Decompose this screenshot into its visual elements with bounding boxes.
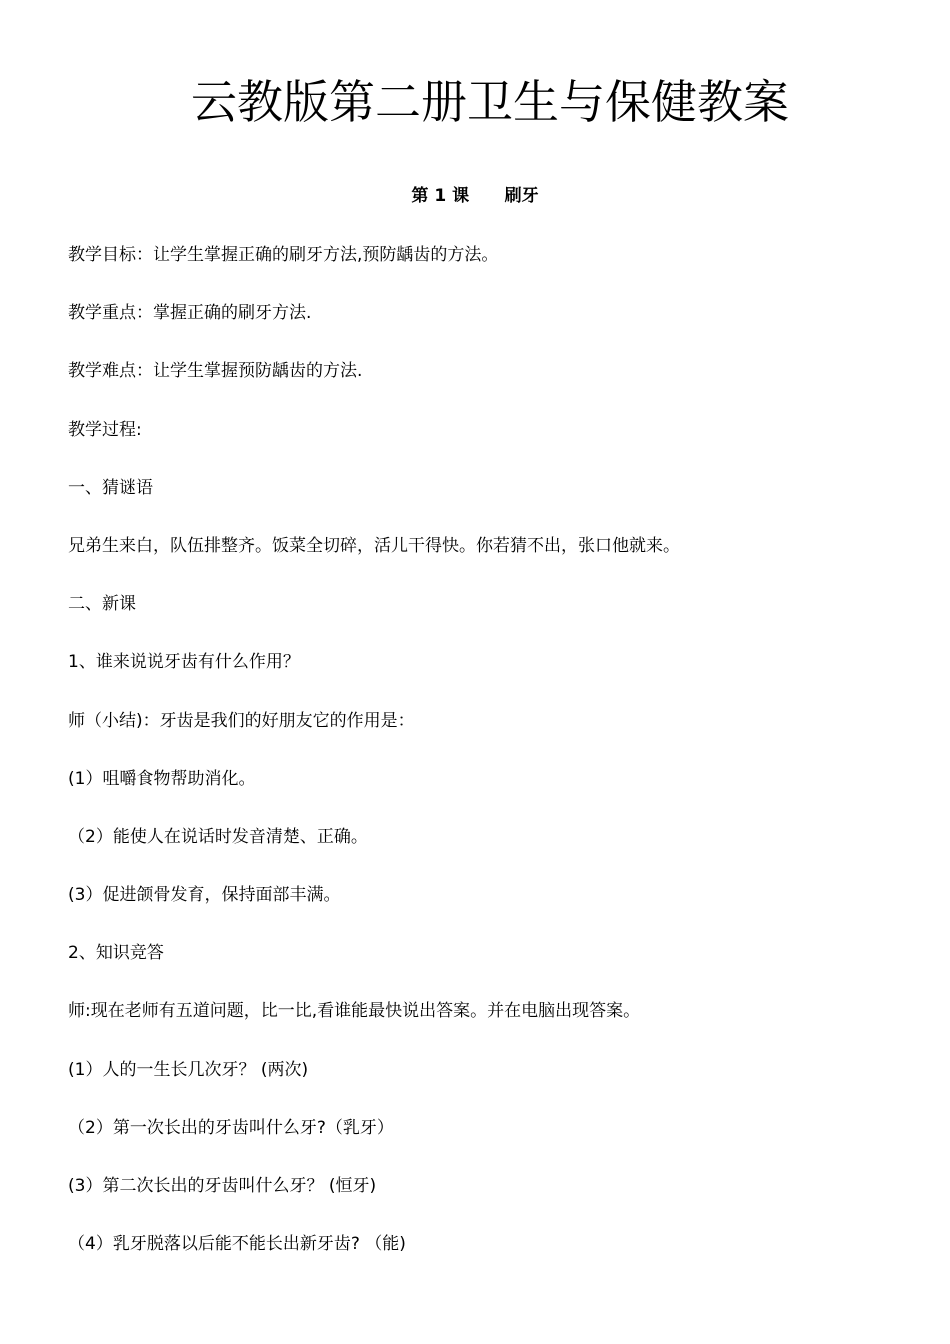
teaching-goal: 教学目标：让学生掌握正确的刷牙方法,预防龋齿的方法。	[68, 245, 499, 265]
quiz-question: (1）人的一生长几次牙？ (两次)	[68, 1059, 309, 1080]
teacher-quiz-intro: 师:现在老师有五道问题，比一比,看谁能最快说出答案。并在电脑出现答案。	[68, 1001, 641, 1022]
list-item: （2）能使人在说话时发音清楚、正确。	[68, 826, 368, 847]
teacher-summary: 师（小结)：牙齿是我们的好朋友它的作用是：	[68, 710, 415, 731]
section-heading-new-lesson: 二、新课	[68, 594, 136, 615]
quiz-question: (3）第二次长出的牙齿叫什么牙？ (恒牙)	[68, 1176, 377, 1196]
list-item: (3）促进颌骨发育，保持面部丰满。	[68, 885, 341, 906]
subsection-heading-tooth-function: 1、谁来说说牙齿有什么作用？	[68, 652, 300, 673]
quiz-question: （2）第一次长出的牙齿叫什么牙?（乳牙）	[68, 1117, 394, 1138]
riddle-text: 兄弟生来白，队伍排整齐。饭菜全切碎，活儿干得快。你若猜不出，张口他就来。	[68, 535, 680, 556]
document-body	[68, 242, 928, 1289]
subsection-heading-quiz: 2、知识竞答	[68, 943, 164, 964]
quiz-question: （4）乳牙脱落以后能不能长出新牙齿? （能)	[68, 1234, 406, 1255]
list-item: (1）咀嚼食物帮助消化。	[68, 768, 256, 789]
teaching-difficulty: 教学难点：让学生掌握预防龋齿的方法.	[68, 361, 363, 382]
teaching-process-heading: 教学过程:	[68, 419, 142, 440]
lesson-title: 第 1 课 刷牙	[411, 186, 539, 206]
document-title: 云教版第二册卫生与保健教案	[191, 75, 789, 129]
section-heading-riddle: 一、猜谜语	[68, 477, 153, 498]
teaching-key-point: 教学重点：掌握正确的刷牙方法.	[68, 303, 312, 324]
